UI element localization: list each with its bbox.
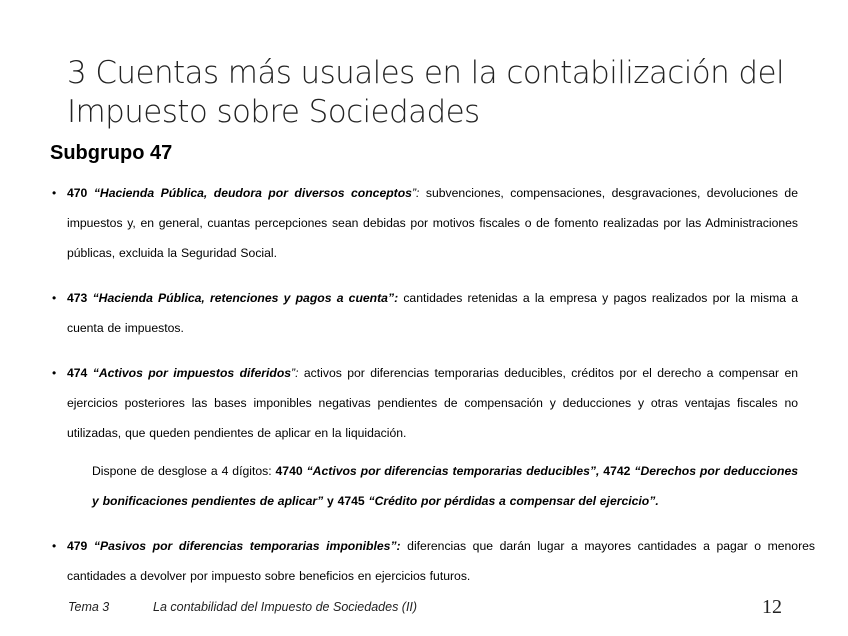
bullet-icon: • [52,366,57,380]
note-code-4745: 4745 [333,494,365,508]
account-name: “Pasivos por diferencias temporarias imponibles [93,539,391,553]
note-conjunction: y [323,494,334,508]
account-name: “Hacienda Pública, deudora por diversos conceptos [93,186,412,200]
account-code: 473 [67,291,88,305]
account-item-474 [50,358,798,448]
note-code-4742: 4742 [599,464,631,478]
account-item-470 [50,178,798,268]
bullet-icon: • [52,291,57,305]
account-description: cantidades retenidas a la empresa y pagos realizados por la misma a cuenta de impuestos. [67,291,798,335]
footer-description: La contabilidad del Impuesto de Sociedades (II) [153,600,418,614]
account-code: 474 [67,366,88,380]
account-name: “Activos por impuestos diferidos [92,366,292,380]
account-name-close: ”: [390,539,401,553]
slide-title: 3 Cuentas más usuales en la contabilización del Impuesto sobre Sociedades [67,55,784,130]
account-description: activos por diferencias temporarias deducibles, créditos por el derecho a compensar en ejercicios posteriores las bases imponibles negativas pendientes de compensación y deducciones y otras ventajas fiscales no utilizadas, que queden pendientes de aplicar en la liquidación. [67,366,799,440]
account-code: 479 [67,539,88,553]
account-name-close: ”: [291,366,299,380]
note-intro: Dispone de desglose a 4 dígitos: [92,464,276,478]
bullet-icon: • [52,539,57,553]
account-item-479 [50,531,815,591]
account-name: “Hacienda Pública, retenciones y pagos a cuenta [92,291,388,305]
note-code-4740: 4740 [275,464,303,478]
page-number: 12 [762,596,782,618]
account-name-close: ”: [387,291,399,305]
account-item-473 [50,283,798,343]
breakdown-note [92,456,798,516]
account-list [50,178,798,448]
account-code: 470 [67,186,88,200]
account-name-close: ”: [411,186,420,200]
note-name-4740: “Activos por diferencias temporarias deducibles”, [302,464,600,478]
note-name-4742: “Derechos por deducciones y bonificaciones pendientes de aplicar” [92,464,799,508]
bullet-icon: • [52,186,57,200]
footer-topic: Tema 3 [68,600,110,614]
note-name-4745: “Crédito por pérdidas a compensar del ejercicio”. [364,494,659,508]
account-description: subvenciones, compensaciones, desgravaciones, devoluciones de impuestos y, en general, cuantas percepciones sean debidas por motivos fiscales o de fomento realizadas por las Administraciones públicas, excluida la Seguridad Social. [67,186,798,260]
subgroup-heading: Subgrupo 47 [50,142,173,164]
account-description: diferencias que darán lugar a mayores cantidades a pagar o menores cantidades a devolver por impuesto sobre beneficios en ejercicios futuros. [67,539,815,583]
